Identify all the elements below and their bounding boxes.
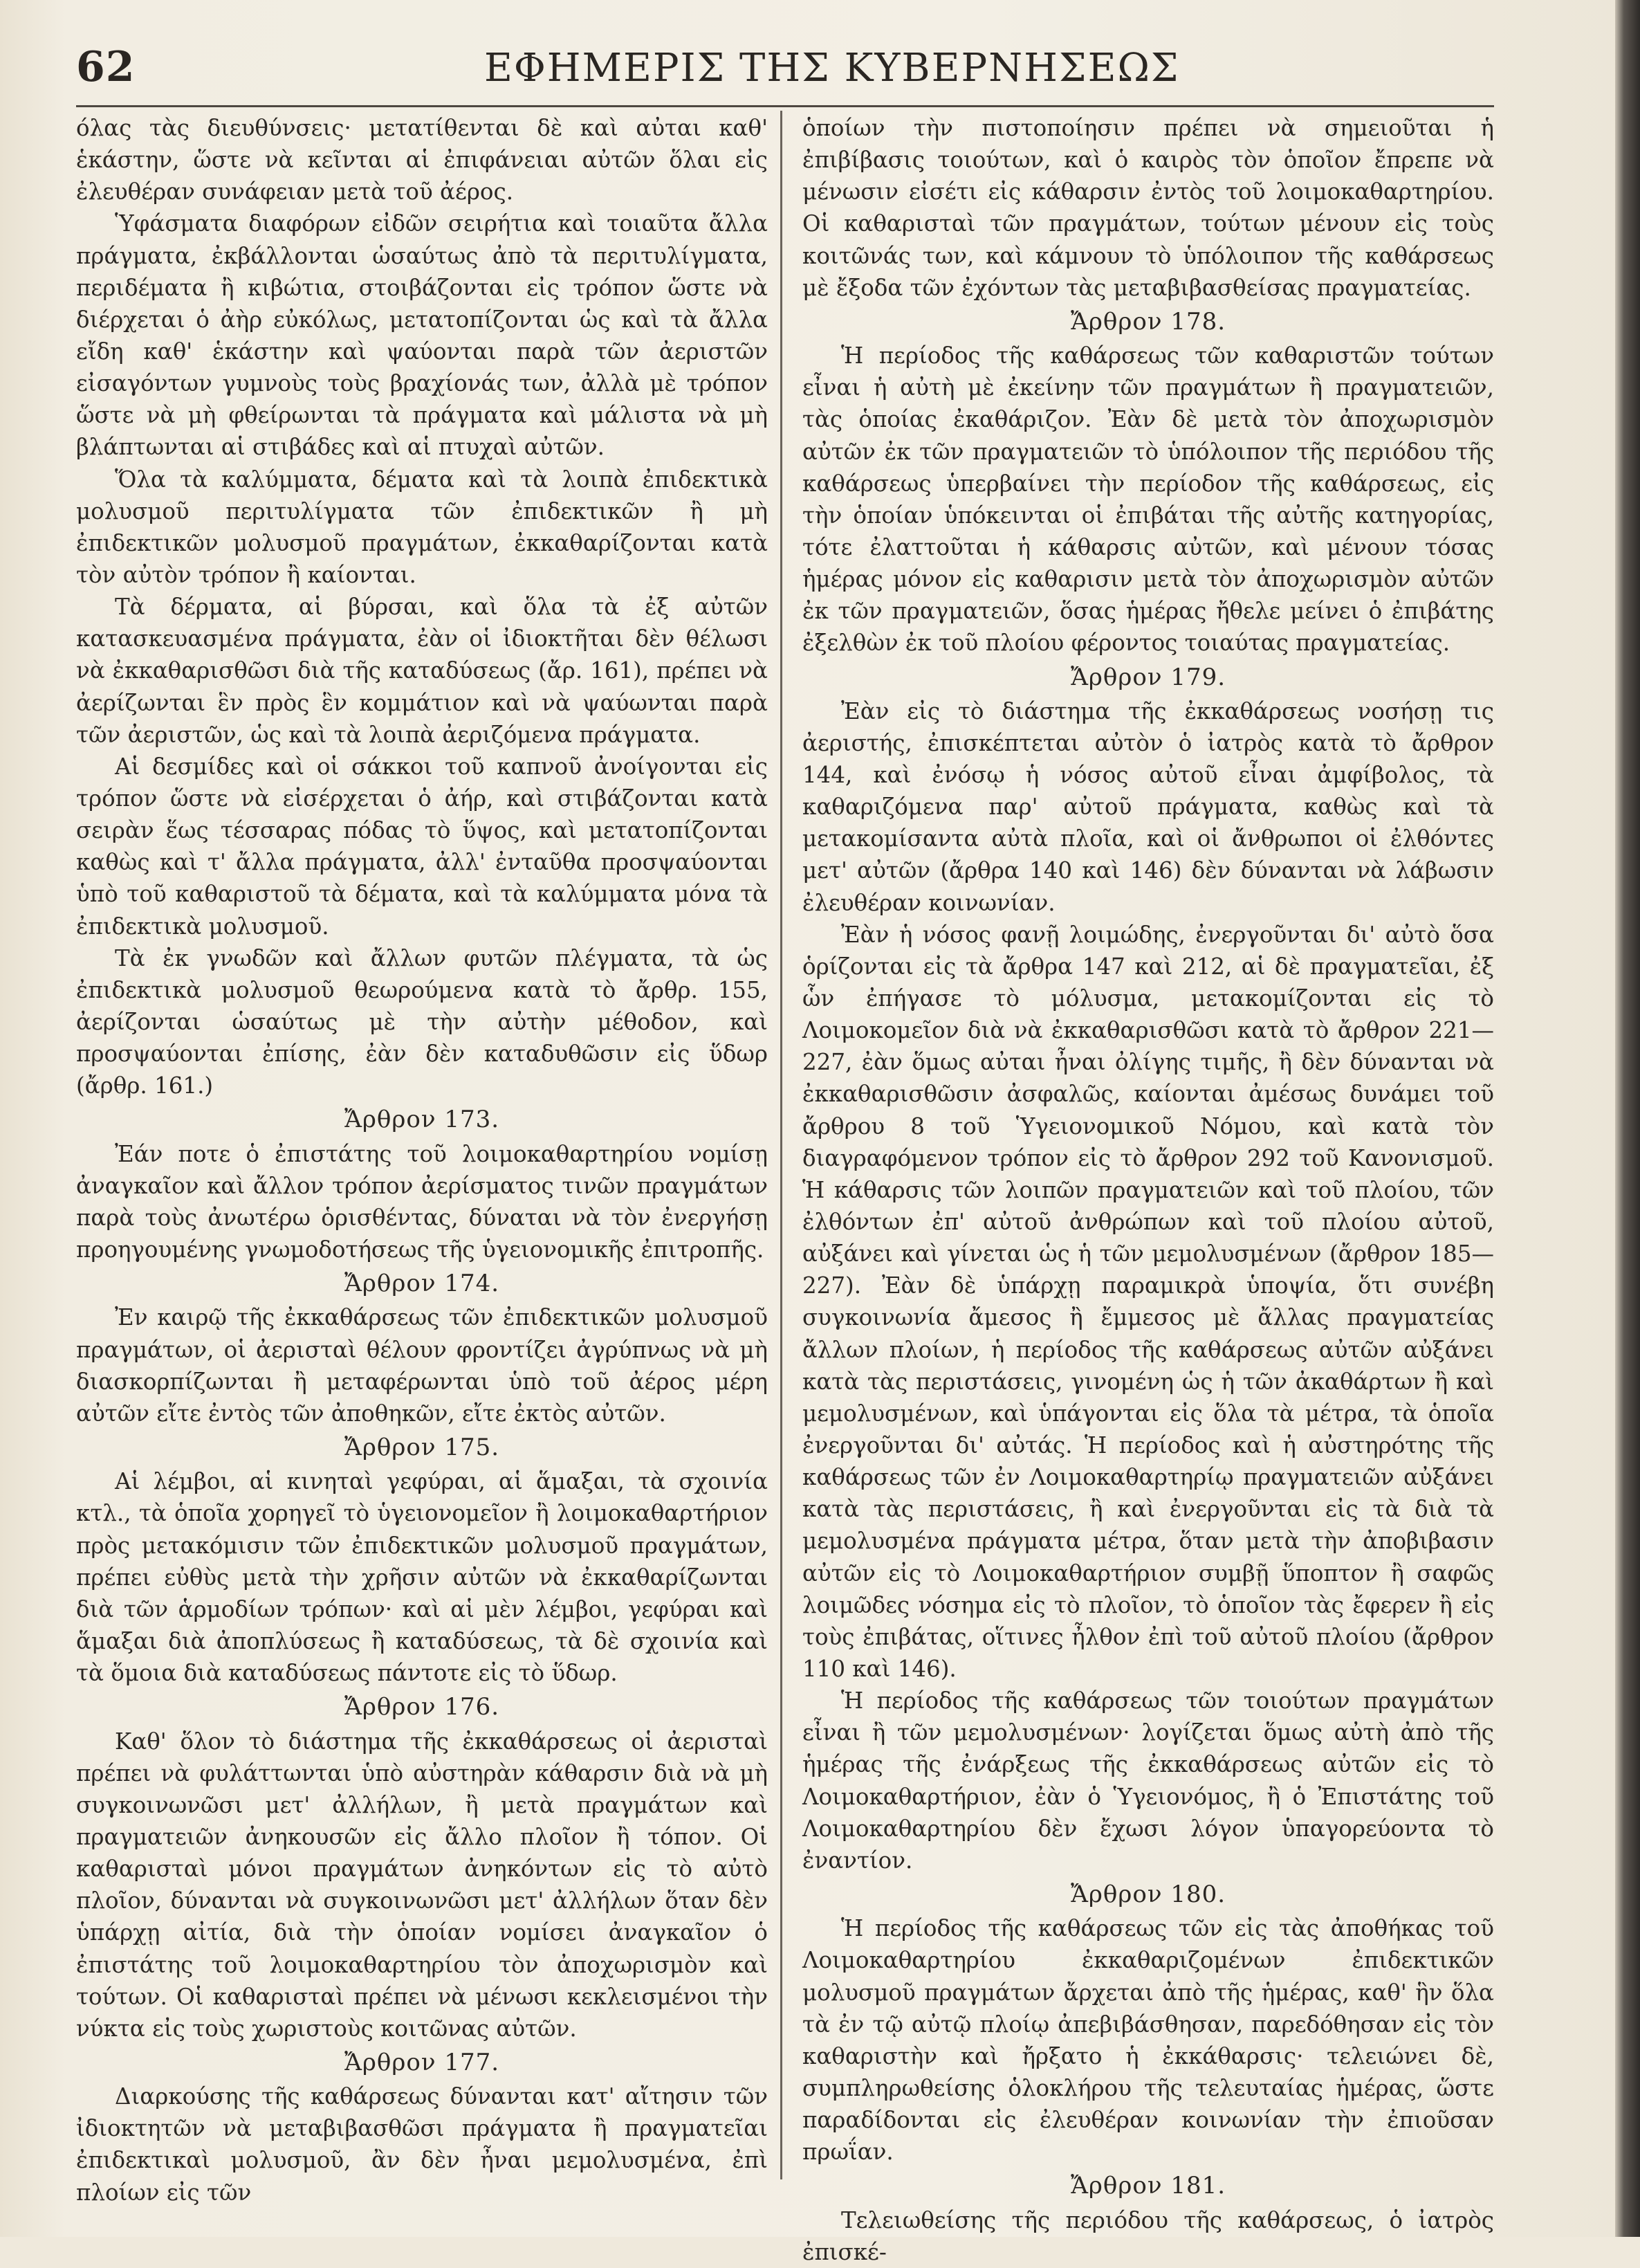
paragraph: Ὑφάσματα διαφόρων εἰδῶν σειρήτια καὶ τοιαῦτα ἄλλα πράγματα, ἐκβάλλονται ὡσαύτως ἀπὸ τὰ περιτυλίγματα, περιδέματα ἢ κιβώτια, στοιβάζονται εἰς τρόπον ὥστε νὰ διέρχεται ὁ ἀὴρ εὐκόλως, μετατοπίζονται ὡς καὶ τὰ ἄλλα εἴδη καθ' ἑκάστην καὶ ψαύονται παρὰ τῶν ἀεριστῶν εἰσαγόντων γυμνοὺς τοὺς βραχίονάς των, ἀλλὰ μὲ τρόπον ὥστε νὰ μὴ φθείρωνται τὰ πράγματα καὶ μάλιστα νὰ μὴ βλάπτωνται αἱ στιβάδες καὶ αἱ πτυχαὶ αὐτῶν. (76, 210, 768, 461)
paragraph: όλας τὰς διευθύνσεις· μετατίθενται δὲ καὶ αὐται καθ' ἑκάστην, ὥστε νὰ κεῖνται αἱ ἐπιφάνειαι αὐτῶν ὅλαι εἰς ἐλευθέραν συνάφειαν μετὰ τοῦ ἀέρος. (76, 115, 768, 205)
paragraph: Αἱ δεσμίδες καὶ οἱ σάκκοι τοῦ καπνοῦ ἀνοίγονται εἰς τρόπον ὥστε νὰ εἰσέρχεται ὁ ἀήρ, καὶ στιβάζονται κατὰ σειρὰν ἕως τέσσαρας πόδας τὸ ὕψος, καὶ μετατοπίζονται καθὼς καὶ τ' ἄλλα πράγματα, ἀλλ' ἐνταῦθα προσψαύονται ὑπὸ τοῦ καθαριστοῦ τὰ δέματα, καὶ τὰ καλύμματα μόνα τὰ ἐπιδεκτικὰ μολυσμοῦ. (76, 753, 768, 940)
paragraph: Τελειωθείσης τῆς περιόδου τῆς καθάρσεως, ὁ ἰατρὸς ἐπισκέ- (802, 2206, 1494, 2265)
running-head-title: ΕΦΗΜΕΡΙΣ ΤΗΣ ΚΥΒΕΡΝΗΣΕΩΣ (484, 46, 1180, 91)
book-gutter-shadow (1615, 0, 1640, 2237)
article-heading-176: Ἄρθρον 176. (344, 1693, 500, 1721)
article-heading-177: Ἄρθρον 177. (344, 2048, 500, 2076)
page-number: 62 (76, 43, 136, 91)
left-column (76, 112, 768, 2206)
article-heading-179: Ἄρθρον 179. (1070, 663, 1226, 691)
article-heading-173: Ἄρθρον 173. (344, 1106, 500, 1134)
paragraph: Ἐάν ποτε ὁ ἐπιστάτης τοῦ λοιμοκαθαρτηρίου νομίσῃ ἀναγκαῖον καὶ ἄλλον τρόπον ἀερίσματος τινῶν πραγμάτων παρὰ τοὺς ἀνωτέρω ὁρισθέντας, δύναται νὰ τὸν ἐνεργήσῃ προηγουμένης γνωμοδοτήσεως τῆς ὑγειονομικῆς ἐπιτροπῆς. (76, 1140, 768, 1263)
paragraph: Αἱ λέμβοι, αἱ κινηταὶ γεφύραι, αἱ ἅμαξαι, τὰ σχοινία κτλ., τὰ ὁποῖα χορηγεῖ τὸ ὑγειονομεῖον ἢ λοιμοκαθαρτήριον πρὸς μετακόμισιν τῶν ἐπιδεκτικῶν μολυσμοῦ πραγμάτων, πρέπει εὐθὺς μετὰ τὴν χρῆσιν αὐτῶν νὰ ἐκκαθαρίζωνται διὰ τῶν ἁρμοδίων τρόπων· καὶ αἱ μὲν λέμβοι, γεφύραι καὶ ἅμαξαι διὰ ἀποπλύσεως ἢ καταδύσεως, τὰ δὲ σχοινία καὶ τὰ ὅμοια διὰ καταδύσεως πάντοτε εἰς τὸ ὕδωρ. (76, 1468, 768, 1687)
article-heading-174: Ἄρθρον 174. (344, 1270, 500, 1298)
article-heading-181: Ἄρθρον 181. (1070, 2172, 1226, 2200)
header-rule (76, 105, 1494, 107)
paragraph: Ἐὰν ἡ νόσος φανῇ λοιμώδης, ἐνεργοῦνται δι' αὐτὸ ὅσα ὁρίζονται εἰς τὰ ἄρθρα 147 καὶ 212, αἱ δὲ πραγματεῖαι, ἐξ ὧν ἐπήγασε τὸ μόλυσμα, μετακομίζονται εἰς τὸ Λοιμοκομεῖον διὰ νὰ ἐκκαθαρισθῶσι κατὰ τὸ ἄρθρον 221—227, ἐὰν ὅμως αὐται ἦναι ὀλίγης τιμῆς, ἢ δὲν δύνανται νὰ ἐκκαθαρισθῶσιν ἀσφαλῶς, καίονται ἀμέσως δυνάμει τοῦ ἄρθρου 8 τοῦ Ὑγειονομικοῦ Νόμου, καὶ κατὰ τὸν διαγραφόμενον τρόπον εἰς τὸ ἄρθρον 292 τοῦ Κανονισμοῦ. Ἡ κάθαρσις τῶν λοιπῶν πραγματειῶν καὶ τοῦ πλοίου, τῶν ἐλθόντων ἐπ' αὐτοῦ ἀνθρώπων καὶ τοῦ πλοίου αὐτοῦ, αὐξάνει καὶ γίνεται ὡς ἡ τῶν μεμολυσμένων (ἄρθρον 185—227). Ἐὰν δὲ ὑπάρχῃ παραμικρὰ ὑποψία, ὅτι συνέβη συγκοινωνία ἄμεσος ἢ ἔμμεσος μὲ ἄλλας πραγματείας ἄλλων πλοίων, ἡ περίοδος τῆς καθάρσεως αὐτῶν αὐξάνει κατὰ τὰς περιστάσεις, γινομένη ὡς ἡ τῶν ἀκαθάρτων ἢ καὶ μεμολυσμένων, καὶ ὑπάγονται εἰς ὅλα τὰ μέτρα, τὰ ὁποῖα ἐνεργοῦνται δι' αὐτάς. Ἡ περίοδος καὶ ἡ αὐστηρότης τῆς καθάρσεως τῶν ἐν Λοιμοκαθαρτηρίῳ πραγματειῶν αὐξάνει κατὰ τὰς περιστάσεις, ἢ καὶ ἐνεργοῦνται εἰς τὰ διὰ τὰ μεμολυσμένα πράγματα μέτρα, ὅταν μετὰ τὴν ἀποβιβασιν αὐτῶν εἰς τὸ Λοιμοκαθαρτήριον συμβῇ ὕποπτον ἢ σαφῶς λοιμῶδες νόσημα εἰς τὸ πλοῖον, τὸ ὁποῖον τὰς ἔφερεν ἢ εἰς τοὺς ἐπιβάτας, οἵτινες ἦλθον ἐπὶ τοῦ αὐτοῦ πλοίου (ἄρθρον 110 καὶ 146). (802, 921, 1494, 1682)
paragraph: Ὅλα τὰ καλύμματα, δέματα καὶ τὰ λοιπὰ ἐπιδεκτικὰ μολυσμοῦ περιτυλίγματα τῶν ἐπιδεκτικῶν ἢ μὴ ἐπιδεκτικῶν μολυσμοῦ πραγμάτων, ἐκκαθαρίζονται κατὰ τὸν αὐτὸν τρόπον ἢ καίονται. (76, 466, 768, 588)
paragraph: Τὰ ἐκ γνωδῶν καὶ ἄλλων φυτῶν πλέγματα, τὰ ὡς ἐπιδεκτικὰ μολυσμοῦ θεωρούμενα κατὰ τὸ ἄρθρ. 155, ἀερίζονται ὡσαύτως μὲ τὴν αὐτὴν μέθοδον, καὶ προσψαύονται ἐπίσης, ἐὰν δὲν καταδυθῶσιν εἰς ὕδωρ (ἄρθρ. 161.) (76, 944, 768, 1099)
paragraph: Διαρκούσης τῆς καθάρσεως δύνανται κατ' αἴτησιν τῶν ἰδιοκτητῶν νὰ μεταβιβασθῶσι πράγματα ἢ πραγματεῖαι ἐπιδεκτικαὶ μολυσμοῦ, ἂν δὲν ἦναι μεμολυσμένα, ἐπὶ πλοίων εἰς τῶν (76, 2083, 768, 2206)
paragraph: Ἐν καιρῷ τῆς ἐκκαθάρσεως τῶν ἐπιδεκτικῶν μολυσμοῦ πραγμάτων, οἱ ἀερισταὶ θέλουν φροντίζει ἀγρύπνως νὰ μὴ διασκορπίζωνται ἢ μεταφέρωνται ὑπὸ τοῦ ἀέρος μέρη αὐτῶν εἴτε ἐντὸς τῶν ἀποθηκῶν, εἴτε ἐκτὸς αὐτῶν. (76, 1304, 768, 1427)
paragraph: Καθ' ὅλον τὸ διάστημα τῆς ἐκκαθάρσεως οἱ ἀερισταὶ πρέπει νὰ φυλάττωνται ὑπὸ αὐστηρὰν κάθαρσιν διὰ νὰ μὴ συγκοινωνῶσι μετ' ἀλλήλων, ἢ μετὰ πραγμάτων καὶ πραγματειῶν ἀνηκουσῶν εἰς ἄλλο πλοῖον ἢ τόπον. Οἱ καθαρισταὶ μόνοι πραγμάτων ἀνηκόντων εἰς τὸ αὐτὸ πλοῖον, δύνανται νὰ συγκοινωνῶσι μετ' ἀλλήλων ὅταν δὲν ὑπάρχῃ αἰτία, διὰ τὴν ὁποίαν νομίσει ἀναγκαῖον ὁ ἐπιστάτης τοῦ λοιμοκαθαρτηρίου τὸν ἀποχωρισμὸν καὶ τούτων. Οἱ καθαρισταὶ πρέπει νὰ μένωσι κεκλεισμένοι τὴν νύκτα εἰς τοὺς χωριστοὺς κοιτῶνας αὐτῶν. (76, 1728, 768, 2042)
article-heading-175: Ἄρθρον 175. (344, 1434, 500, 1462)
article-heading-180: Ἄρθρον 180. (1070, 1880, 1226, 1908)
column-divider (780, 111, 782, 2179)
article-heading-178: Ἄρθρον 178. (1070, 307, 1226, 336)
paragraph: Ἡ περίοδος τῆς καθάρσεως τῶν καθαριστῶν τούτων εἶναι ἡ αὐτὴ μὲ ἐκείνην τῶν πραγμάτων ἢ πραγματειῶν, τὰς ὁποίας ἐκαθάριζον. Ἐὰν δὲ μετὰ τὸν ἀποχωρισμὸν αὐτῶν ἐκ τῶν πραγματειῶν τὸ ὑπόλοιπον τῆς περιόδου τῆς καθάρσεως ὑπερβαίνει τὴν περίοδον τῆς καθάρσεως, εἰς τὴν ὁποίαν ὑπόκεινται οἱ ἐπιβάται τῆς αὐτῆς κατηγορίας, τότε ἐλαττοῦται ἡ κάθαρσις αὐτῶν, καὶ μένουν τόσας ἡμέρας μόνον εἰς καθαρισιν μετὰ τὸν ἀποχωρισμὸν αὐτῶν ἐκ τῶν πραγματειῶν, ὅσας ἡμέρας ἤθελε μείνει ὁ ἐπιβάτης ἐξελθὼν ἐκ τοῦ πλοίου φέροντος τοιαύτας πραγματείας. (802, 342, 1494, 657)
paragraph: ὁποίων τὴν πιστοποίησιν πρέπει νὰ σημειοῦται ἡ ἐπιβίβασις τοιούτων, καὶ ὁ καιρὸς τὸν ὁποῖον ἔπρεπε νὰ μένωσιν εἰσέτι εἰς κάθαρσιν ἐντὸς τοῦ λοιμοκαθαρτηρίου. Οἱ καθαρισταὶ τῶν πραγμάτων, τούτων μένουν εἰς τοὺς κοιτῶνάς των, καὶ κάμνουν τὸ ὑπόλοιπον τῆς καθάρσεως μὲ ἔξοδα τῶν ἐχόντων τὰς μεταβιβασθείσας πραγματείας. (802, 115, 1494, 301)
paragraph: Ἡ περίοδος τῆς καθάρσεως τῶν τοιούτων πραγμάτων εἶναι ἢ τῶν μεμολυσμένων· λογίζεται ὅμως αὐτὴ ἀπὸ τῆς ἡμέρας τῆς ἐνάρξεως τῆς ἐκκαθάρσεως αὐτῶν εἰς τὸ Λοιμοκαθαρτήριον, ἐὰν ὁ Ὑγειονόμος, ἢ ὁ Ἐπιστάτης τοῦ Λοιμοκαθαρτηρίου δὲν ἔχωσι λόγον ὑπαγορεύοντα τὸ ἐναντίον. (802, 1688, 1494, 1874)
paragraph: Ἐὰν εἰς τὸ διάστημα τῆς ἐκκαθάρσεως νοσήσῃ τις ἀεριστής, ἐπισκέπτεται αὐτὸν ὁ ἰατρὸς κατὰ τὸ ἄρθρον 144, καὶ ἐνόσῳ ἡ νόσος αὐτοῦ εἶναι ἀμφίβολος, τὰ καθαριζόμενα παρ' αὐτοῦ πράγματα, καθὼς καὶ τὰ μετακομίσαντα αὐτὰ πλοῖα, καὶ οἱ ἄνθρωποι οἱ ἐλθόντες μετ' αὐτῶν (ἄρθρα 140 καὶ 146) δὲν δύνανται νὰ λάβωσιν ἐλευθέραν κοινωνίαν. (802, 697, 1494, 916)
right-column (802, 112, 1494, 2265)
paragraph: Ἡ περίοδος τῆς καθάρσεως τῶν εἰς τὰς ἀποθήκας τοῦ Λοιμοκαθαρτηρίου ἐκκαθαριζομένων ἐπιδεκτικῶν μολυσμοῦ πραγμάτων ἄρχεται ἀπὸ τῆς ἡμέρας, καθ' ἣν ὅλα τὰ ἐν τῷ αὐτῷ πλοίῳ ἀπεβιβάσθησαν, παρεδόθησαν εἰς τὸν καθαριστὴν καὶ ἤρξατο ἡ ἐκκάθαρσις· τελειώνει δὲ, συμπληρωθείσης ὁλοκλήρου τῆς τελευταίας ἡμέρας, ὥστε παραδίδονται εἰς ἐλευθέραν κοινωνίαν τὴν ἐπιοῦσαν πρωΐαν. (802, 1915, 1494, 2166)
paragraph: Τὰ δέρματα, αἱ βύρσαι, καὶ ὅλα τὰ ἐξ αὐτῶν κατασκευασμένα πράγματα, ἐὰν οἱ ἰδιοκτῆται δὲν θέλωσι νὰ ἐκκαθαρισθῶσι διὰ τῆς καταδύσεως (ἄρ. 161), πρέπει νὰ ἀερίζωνται ἓν πρὸς ἓν κομμάτιον καὶ νὰ ψαύωνται παρὰ τῶν ἀεριστῶν, ὡς καὶ τὰ λοιπὰ ἀεριζόμενα πράγματα. (76, 594, 768, 748)
